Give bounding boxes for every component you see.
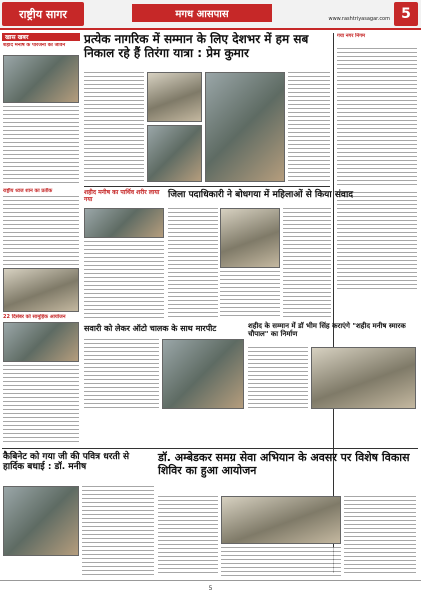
bottom-rule bbox=[2, 448, 418, 449]
masthead: राष्ट्रीय सागर bbox=[2, 2, 84, 26]
left-mid-photo bbox=[3, 268, 79, 312]
right-article-text-2 bbox=[337, 192, 417, 292]
left-lead-sub: शहीद मनीष के परिजनों का जीवन bbox=[3, 43, 66, 48]
right-lower-headline: शहीद के सम्मान में डॉ भीम सिंह कराएंगे "शहीद मनीष स्मारक चौपाल" का निर्माण bbox=[248, 322, 406, 339]
page-number: 5 bbox=[394, 2, 418, 26]
lower-photo bbox=[162, 339, 244, 409]
left-article-text-2 bbox=[3, 196, 79, 266]
mid-headline: जिला पदाधिकारी ने बोधगया में महिलाओं से किया संवाद bbox=[168, 190, 354, 200]
right-article-text bbox=[337, 48, 417, 188]
mid-left-text bbox=[84, 241, 164, 321]
bottom-text-2 bbox=[221, 547, 341, 576]
page-footer: 5 bbox=[0, 580, 421, 595]
right-top-sub: गया नगर निगम bbox=[337, 33, 366, 39]
top-article-text-2 bbox=[288, 72, 330, 182]
top-photo-3 bbox=[205, 72, 285, 182]
top-headline: प्रत्येक नागरिक में सम्मान के लिए देशभर में हम सब निकाल रहे हैं तिरंगा यात्रा : प्रेम कुमार bbox=[84, 32, 309, 60]
mid-text-2 bbox=[220, 271, 280, 318]
bottom-left-photo bbox=[3, 486, 79, 556]
top-photo-1 bbox=[147, 72, 202, 122]
mid-photo bbox=[220, 208, 280, 268]
bottom-photo bbox=[221, 496, 341, 544]
mid-left-photo bbox=[84, 208, 164, 238]
bottom-left-text bbox=[82, 486, 154, 576]
left-bottom-sub: 22 दिसंबर को सामूहिक आयोजन bbox=[3, 314, 66, 320]
bottom-left-headline: कैबिनेट को गया जी की पवित्र धरती से हार्दिक बधाई : डॉ. मनीष bbox=[3, 452, 130, 473]
right-lower-photo bbox=[311, 347, 416, 409]
section-title: मगध आसपास bbox=[132, 4, 272, 22]
lower-text-1 bbox=[84, 339, 159, 409]
left-article-text-3 bbox=[3, 365, 79, 445]
left-article-text bbox=[3, 106, 79, 186]
mid-text-1 bbox=[168, 208, 218, 318]
top-article-text bbox=[84, 72, 144, 182]
mid-left-headline: शहीद मनीष का पार्थिव शरीर लाया गया bbox=[84, 189, 160, 203]
column-divider bbox=[333, 33, 334, 573]
site-url[interactable]: www.rashtriyasagar.com bbox=[328, 16, 390, 22]
right-lower-text bbox=[248, 347, 308, 409]
bottom-text-1 bbox=[158, 496, 218, 576]
section-rule bbox=[84, 186, 330, 187]
top-photo-2 bbox=[147, 125, 202, 182]
mid-text-3 bbox=[283, 208, 331, 318]
lower-headline: सवारी को लेकर ऑटो चालक के साथ मारपीट bbox=[84, 324, 217, 333]
left-top-photo bbox=[3, 55, 79, 103]
bottom-right-headline: डॉ. अम्बेडकर समग्र सेवा अभियान के अवसर पर विशेष विकास शिविर का हुआ आयोजन bbox=[158, 451, 410, 477]
left-mid-headline: राष्ट्रीय ध्वज शान का प्रतीक bbox=[3, 188, 53, 194]
left-bottom-photo bbox=[3, 322, 79, 362]
left-box-title: खास खबर bbox=[2, 33, 80, 41]
bottom-text-3 bbox=[344, 496, 416, 576]
